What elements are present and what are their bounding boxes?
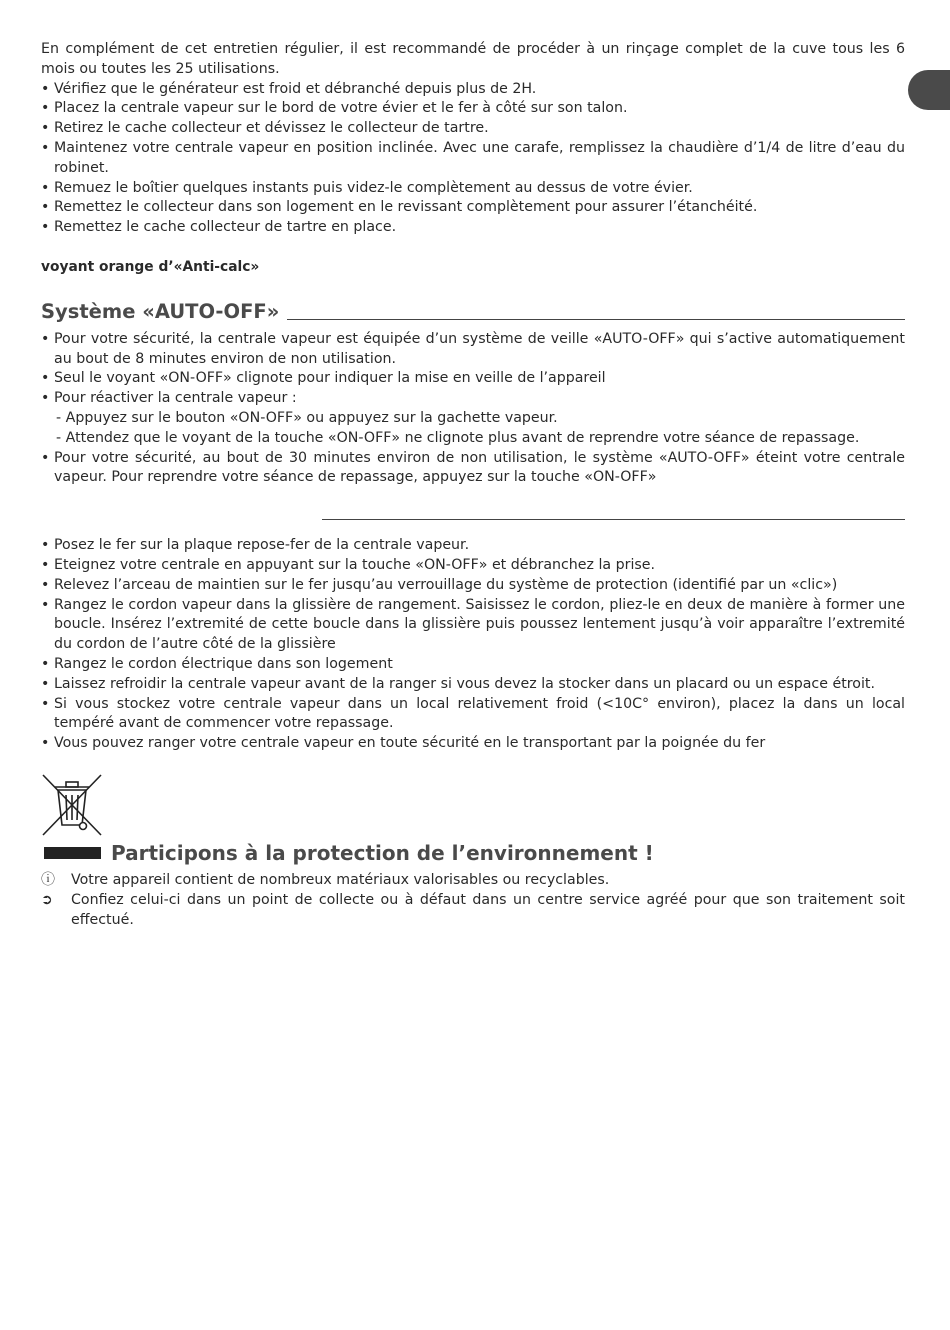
list-item-text: Votre appareil contient de nombreux matériaux valorisables ou recyclables. — [71, 871, 610, 888]
list-item: • Seul le voyant «ON-OFF» clignote pour indiquer la mise en veille de l’appareil — [41, 369, 905, 389]
auto-off-list-end — [41, 449, 905, 489]
list-item-text: Pour réactiver la centrale vapeur : — [54, 390, 297, 407]
list-item — [41, 891, 905, 931]
environment-list — [41, 871, 905, 930]
crossed-out-bin-icon — [41, 773, 103, 837]
list-item: • Remettez le cache collecteur de tartre en place. — [41, 218, 905, 238]
list-item: • Vous pouvez ranger votre centrale vapeur en toute sécurité en le transportant par la poignée du fer — [41, 734, 905, 754]
sub-item: - Appuyez sur le bouton «ON-OFF» ou appuyez sur la gachette vapeur. — [56, 409, 558, 426]
rinse-steps-list — [41, 80, 905, 238]
list-item: • Maintenez votre centrale vapeur en position inclinée. Avec une carafe, remplissez la chaudière d’1/4 de litre d’eau du robinet. — [41, 139, 905, 179]
list-item: • Posez le fer sur la plaque repose-fer de la centrale vapeur. — [41, 536, 905, 556]
list-item: • Rangez le cordon vapeur dans la glissière de rangement. Saisissez le cordon, pliez-le en deux de manière à former une boucle. Insérez l’extremité de cette boucle dans la glissière puis poussez lentement jusqu’à voir apparaître l’extremité du cordon de l’autre côté de la glissière — [41, 596, 905, 655]
environment-section — [41, 773, 905, 930]
anticalc-label: voyant orange d’«Anti-calc» — [41, 258, 260, 275]
list-item: • Si vous stockez votre centrale vapeur dans un local relativement froid (<10C° environ), placez la dans un local tempéré avant de commencer votre repassage. — [41, 695, 905, 735]
list-item: • Laissez refroidir la centrale vapeur avant de la ranger si vous devez la stocker dans un placard ou un espace étroit. — [41, 675, 905, 695]
list-item: • Relevez l’arceau de maintien sur le fer jusqu’au verrouillage du système de protection (identifié par un «clic») — [41, 576, 905, 596]
list-item: • Remettez le collecteur dans son logement en le revissant complètement pour assurer l’étanchéité. — [41, 198, 905, 218]
list-item: • Remuez le boîtier quelques instants puis videz-le complètement au dessus de votre évier. — [41, 179, 905, 199]
list-item: • Rangez le cordon électrique dans son logement — [41, 655, 905, 675]
section-title: Système «AUTO-OFF» — [41, 299, 280, 323]
list-item-text: Confiez celui-ci dans un point de collecte ou à défaut dans un centre service agréé pour que son traitement soit effectué. — [71, 891, 905, 928]
list-item: • Pour votre sécurité, la centrale vapeur est équipée d’un système de veille «AUTO-OFF» qui s’active automatiquement au bout de 8 minutes environ de non utilisation. — [41, 330, 905, 370]
page-edge-tab — [908, 70, 950, 110]
environment-heading — [41, 840, 905, 866]
section-title: Participons à la protection de l’environnement ! — [111, 840, 654, 865]
info-icon: ⓘ — [41, 871, 55, 888]
sub-item: - Attendez que le voyant de la touche «ON-OFF» ne clignote plus avant de reprendre votre séance de repassage. — [56, 429, 860, 446]
list-item: • Retirez le cache collecteur et dévissez le collecteur de tartre. — [41, 119, 905, 139]
heading-rule — [322, 519, 905, 520]
document-page — [41, 40, 905, 930]
list-item: • Pour votre sécurité, au bout de 30 minutes environ de non utilisation, le système «AUTO-OFF» éteint votre centrale vapeur. Pour reprendre votre séance de repassage, appuyez sur la touche «ON-OFF» — [41, 449, 905, 489]
intro-paragraph: En complément de cet entretien régulier, il est recommandé de procéder à un rinçage complet de la cuve tous les 6 mois ou toutes les 25 utilisations. — [41, 41, 905, 77]
heading-bar — [44, 847, 101, 859]
arrow-icon: ➲ — [41, 891, 53, 908]
list-item: • Eteignez votre centrale en appuyant sur la touche «ON-OFF» et débranchez la prise. — [41, 556, 905, 576]
list-item — [41, 389, 905, 409]
auto-off-heading — [41, 301, 905, 323]
list-item: • Placez la centrale vapeur sur le bord de votre évier et le fer à côté sur son talon. — [41, 99, 905, 119]
heading-rule — [287, 319, 905, 320]
storage-list — [41, 536, 905, 754]
list-item: • Vérifiez que le générateur est froid et débranché depuis plus de 2H. — [41, 80, 905, 100]
list-item — [41, 871, 905, 891]
storage-heading — [41, 519, 905, 523]
auto-off-list — [41, 330, 905, 409]
